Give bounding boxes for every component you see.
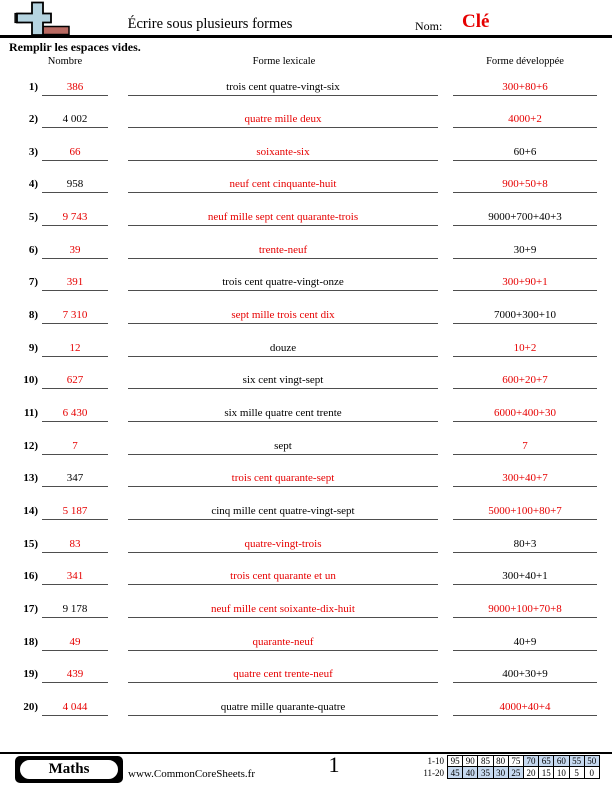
answer-key-label: Clé	[462, 11, 490, 32]
score-cell: 10	[554, 767, 569, 778]
worksheet-row	[0, 275, 612, 291]
lexicale-field: cinq mille cent quatre-vingt-sept	[128, 504, 438, 520]
score-cell: 20	[523, 767, 538, 778]
lexicale-field: quatre cent trente-neuf	[128, 667, 438, 683]
worksheet-row	[0, 177, 612, 193]
developpee-field: 7000+300+10	[453, 308, 597, 324]
lexicale-field: sept mille trois cent dix	[128, 308, 438, 324]
developpee-field: 80+3	[453, 537, 597, 553]
row-number-label: 16)	[23, 570, 38, 583]
nombre-field: 5 187	[42, 504, 108, 520]
worksheet-row	[0, 700, 612, 716]
lexicale-field: six cent vingt-sept	[128, 373, 438, 389]
row-number-label: 4)	[28, 178, 38, 191]
worksheet-row	[0, 80, 612, 96]
nombre-field: 391	[42, 275, 108, 291]
developpee-field: 30+9	[453, 243, 597, 259]
row-number-label: 20)	[23, 700, 38, 713]
nombre-field: 6 430	[42, 406, 108, 422]
lexicale-field: quatre-vingt-trois	[128, 537, 438, 553]
lexicale-field: quarante-neuf	[128, 635, 438, 651]
nombre-field: 341	[42, 569, 108, 585]
row-number-label: 9)	[28, 341, 38, 354]
worksheet-row	[0, 341, 612, 357]
worksheet-row	[0, 537, 612, 553]
row-number-label: 11)	[23, 407, 38, 419]
worksheet-row	[0, 504, 612, 520]
developpee-field: 40+9	[453, 635, 597, 651]
score-cell: 70	[523, 756, 538, 767]
header-divider	[0, 35, 612, 38]
worksheet-row	[0, 243, 612, 259]
nombre-field: 39	[42, 243, 108, 259]
worksheet-row	[0, 471, 612, 487]
developpee-field: 4000+40+4	[453, 700, 597, 716]
worksheet-row	[0, 439, 612, 455]
row-number-label: 3)	[28, 145, 38, 158]
lexicale-field: trois cent quatre-vingt-onze	[128, 275, 438, 291]
worksheet-row	[0, 569, 612, 585]
nombre-field: 347	[42, 471, 108, 487]
developpee-field: 600+20+7	[453, 373, 597, 389]
developpee-field: 300+40+7	[453, 471, 597, 487]
nombre-field: 7	[42, 439, 108, 455]
lexicale-field: douze	[128, 341, 438, 357]
row-number-label: 18)	[23, 635, 38, 648]
plus-cross-logo-icon	[14, 1, 72, 36]
lexicale-field: neuf mille cent soixante-dix-huit	[128, 602, 438, 618]
nombre-field: 49	[42, 635, 108, 651]
score-grading-table	[447, 755, 600, 779]
row-number-label: 8)	[28, 309, 38, 322]
developpee-field: 9000+700+40+3	[453, 210, 597, 226]
name-label: Nom:	[415, 19, 443, 33]
column-header-forme-developpee: Forme développée	[486, 56, 564, 67]
lexicale-field: neuf mille sept cent quarante-trois	[128, 210, 438, 226]
worksheet-row	[0, 112, 612, 128]
score-cell: 90	[463, 756, 478, 767]
worksheet-row	[0, 667, 612, 683]
score-cell: 60	[554, 756, 569, 767]
instruction-text: Remplir les espaces vides.	[9, 40, 141, 54]
score-cell: 40	[463, 767, 478, 778]
row-number-label: 2)	[28, 113, 38, 126]
website-link[interactable]: www.CommonCoreSheets.fr	[128, 768, 255, 780]
score-range-label-11-20: 11-20	[423, 767, 444, 778]
row-number-label: 15)	[23, 537, 38, 550]
row-number-label: 14)	[23, 504, 38, 517]
row-number-label: 1)	[28, 80, 38, 93]
maths-logo-label: Maths	[19, 759, 119, 780]
developpee-field: 9000+100+70+8	[453, 602, 597, 618]
maths-logo-badge	[15, 756, 123, 783]
score-cell: 80	[493, 756, 508, 767]
score-cell: 85	[478, 756, 493, 767]
score-cell: 0	[584, 767, 599, 778]
score-cell: 30	[493, 767, 508, 778]
row-number-label: 19)	[23, 668, 38, 681]
developpee-field: 900+50+8	[453, 177, 597, 193]
score-cell: 75	[508, 756, 523, 767]
developpee-field: 4000+2	[453, 112, 597, 128]
row-number-label: 13)	[23, 472, 38, 485]
worksheet-row	[0, 210, 612, 226]
worksheet-row	[0, 406, 612, 422]
page-number: 1	[328, 752, 340, 777]
score-cell: 15	[539, 767, 554, 778]
lexicale-field: six mille quatre cent trente	[128, 406, 438, 422]
developpee-field: 300+40+1	[453, 569, 597, 585]
lexicale-field: sept	[128, 439, 438, 455]
worksheet-row	[0, 373, 612, 389]
lexicale-field: trois cent quarante-sept	[128, 471, 438, 487]
nombre-field: 627	[42, 373, 108, 389]
nombre-field: 9 743	[42, 210, 108, 226]
score-cell: 25	[508, 767, 523, 778]
nombre-field: 83	[42, 537, 108, 553]
score-cell: 5	[569, 767, 584, 778]
row-number-label: 10)	[23, 374, 38, 387]
lexicale-field: soixante-six	[128, 145, 438, 161]
nombre-field: 439	[42, 667, 108, 683]
row-number-label: 12)	[23, 439, 38, 452]
developpee-field: 7	[453, 439, 597, 455]
score-range-label-1-10: 1-10	[427, 756, 444, 766]
lexicale-field: trois cent quatre-vingt-six	[128, 80, 438, 96]
nombre-field: 958	[42, 177, 108, 193]
lexicale-field: neuf cent cinquante-huit	[128, 177, 438, 193]
score-cell: 55	[569, 756, 584, 767]
nombre-field: 386	[42, 80, 108, 96]
developpee-field: 300+90+1	[453, 275, 597, 291]
score-cell: 45	[448, 767, 463, 778]
worksheet-row	[0, 145, 612, 161]
worksheet-row	[0, 635, 612, 651]
developpee-field: 10+2	[453, 341, 597, 357]
worksheet-row	[0, 308, 612, 324]
developpee-field: 60+6	[453, 145, 597, 161]
nombre-field: 4 002	[42, 112, 108, 128]
row-number-label: 7)	[28, 276, 38, 289]
developpee-field: 300+80+6	[453, 80, 597, 96]
worksheet-row	[0, 602, 612, 618]
nombre-field: 7 310	[42, 308, 108, 324]
score-cell: 50	[584, 756, 599, 767]
developpee-field: 6000+400+30	[453, 406, 597, 422]
score-cell: 65	[539, 756, 554, 767]
lexicale-field: quatre mille deux	[128, 112, 438, 128]
row-number-label: 17)	[23, 602, 38, 615]
nombre-field: 12	[42, 341, 108, 357]
column-header-forme-lexicale: Forme lexicale	[252, 56, 316, 67]
lexicale-field: quatre mille quarante-quatre	[128, 700, 438, 716]
lexicale-field: trois cent quarante et un	[128, 569, 438, 585]
score-cell: 95	[448, 756, 463, 767]
row-number-label: 6)	[28, 243, 38, 256]
nombre-field: 66	[42, 145, 108, 161]
nombre-field: 4 044	[42, 700, 108, 716]
row-number-label: 5)	[28, 211, 38, 224]
score-cell: 35	[478, 767, 493, 778]
page-title: Écrire sous plusieurs formes	[127, 16, 293, 32]
developpee-field: 400+30+9	[453, 667, 597, 683]
lexicale-field: trente-neuf	[128, 243, 438, 259]
developpee-field: 5000+100+80+7	[453, 504, 597, 520]
column-header-nombre: Nombre	[47, 56, 83, 67]
nombre-field: 9 178	[42, 602, 108, 618]
